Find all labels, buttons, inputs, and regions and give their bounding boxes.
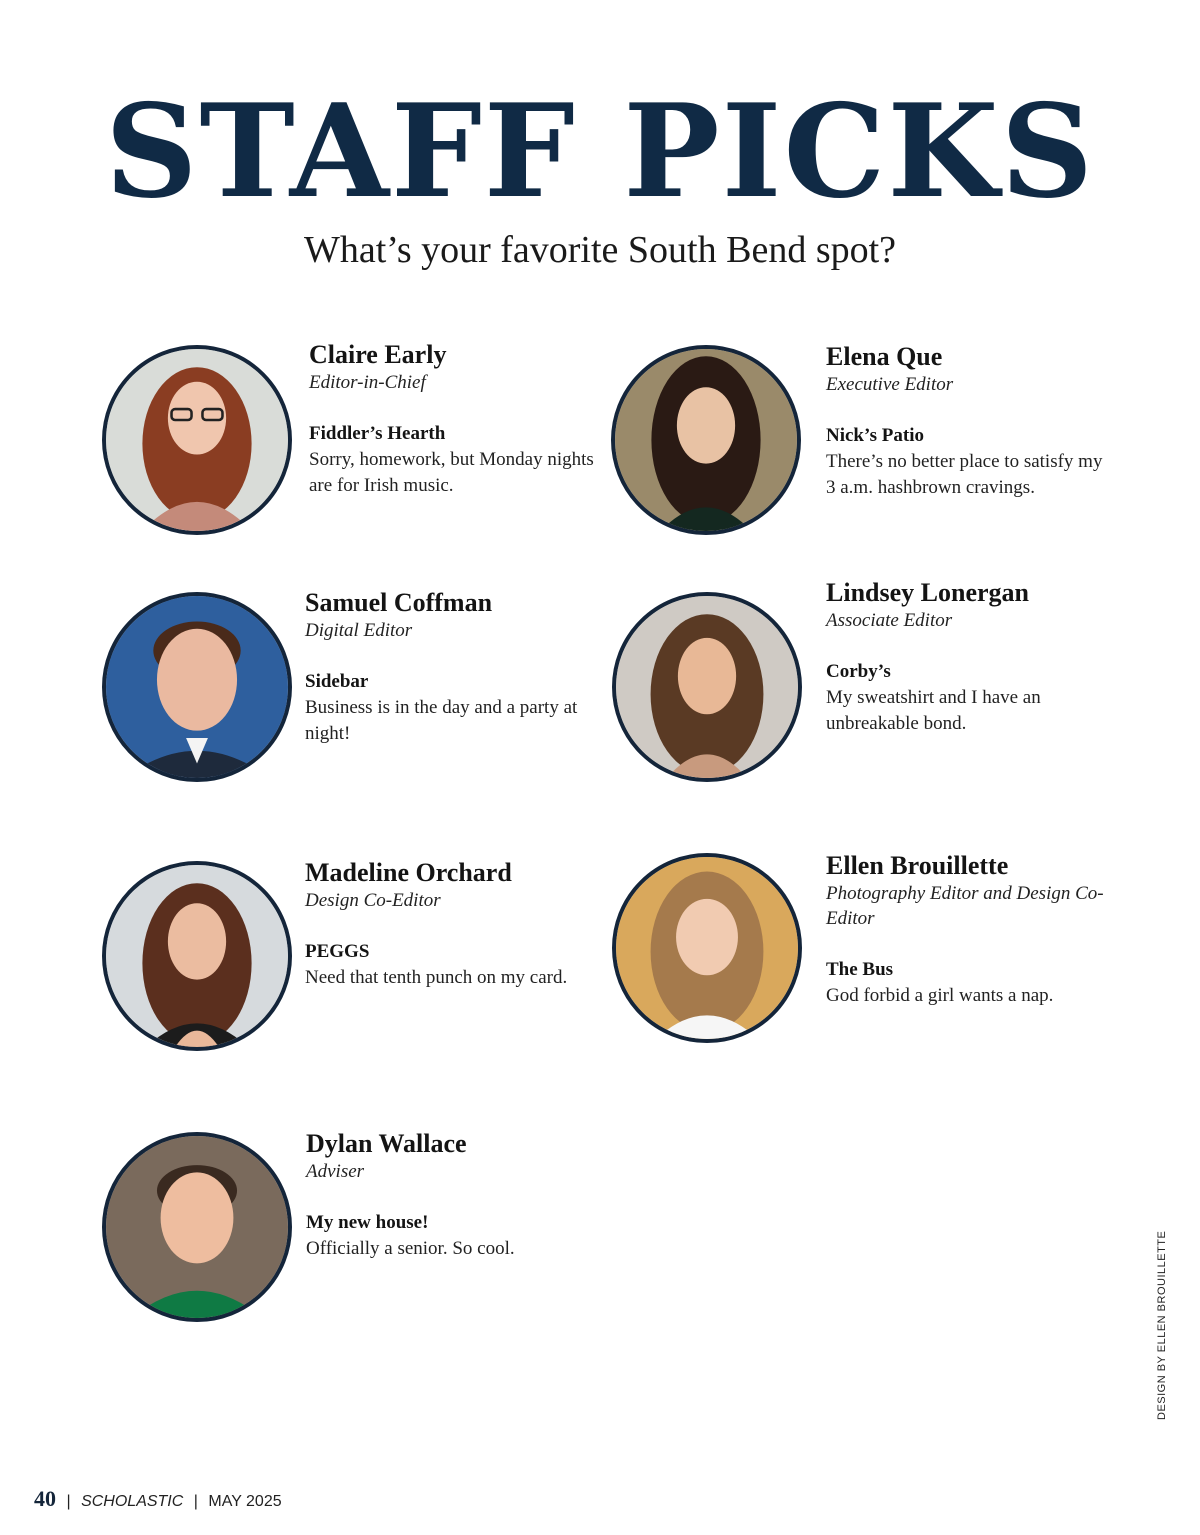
staff-reason: Sorry, homework, but Monday nights are for Irish music. xyxy=(309,449,594,496)
staff-spot: PEGGS xyxy=(305,941,370,962)
staff-name: Elena Que xyxy=(826,342,943,371)
staff-entry xyxy=(305,588,595,747)
staff-entry xyxy=(309,340,599,499)
staff-entry xyxy=(826,578,1116,737)
staff-photo xyxy=(612,853,802,1043)
staff-reason: Business is in the day and a party at night! xyxy=(305,697,578,744)
staff-role: Design Co-Editor xyxy=(305,890,441,911)
staff-photo xyxy=(102,1132,292,1322)
footer-divider: | xyxy=(193,1493,198,1510)
staff-role: Photography Editor and Design Co-Editor xyxy=(826,883,1104,929)
staff-role: Adviser xyxy=(306,1161,365,1182)
staff-role: Associate Editor xyxy=(826,610,953,631)
staff-reason: My sweatshirt and I have an unbreakable bond. xyxy=(826,687,1041,734)
staff-name: Dylan Wallace xyxy=(306,1129,467,1158)
staff-role: Executive Editor xyxy=(826,374,954,395)
staff-photo xyxy=(612,592,802,782)
page-number: 40 xyxy=(34,1486,56,1511)
staff-reason: God forbid a girl wants a nap. xyxy=(826,985,1054,1006)
page-subtitle: What’s your favorite South Bend spot? xyxy=(303,229,897,271)
staff-photo xyxy=(102,861,292,1051)
publication-name: SCHOLASTIC xyxy=(81,1493,184,1510)
staff-spot: Fiddler’s Hearth xyxy=(309,423,446,444)
staff-reason: Officially a senior. So cool. xyxy=(306,1238,515,1259)
staff-spot: Sidebar xyxy=(305,671,369,692)
staff-name: Ellen Brouillette xyxy=(826,851,1009,880)
staff-name: Lindsey Lonergan xyxy=(826,578,1029,607)
design-credit: DESIGN BY ELLEN BROUILLETTE xyxy=(1156,1230,1168,1420)
staff-entry xyxy=(305,858,595,991)
staff-spot: The Bus xyxy=(826,959,894,980)
staff-reason: There’s no better place to satisfy my 3 a.m. hashbrown cravings. xyxy=(826,451,1103,498)
staff-entry xyxy=(826,342,1116,501)
staff-photo xyxy=(102,592,292,782)
staff-entry xyxy=(826,851,1116,1009)
page-footer xyxy=(34,1486,282,1512)
staff-spot: Corby’s xyxy=(826,661,891,682)
issue-date: MAY 2025 xyxy=(208,1493,282,1510)
staff-name: Claire Early xyxy=(309,340,447,369)
staff-role: Editor-in-Chief xyxy=(309,372,426,393)
staff-name: Madeline Orchard xyxy=(305,858,512,887)
staff-role: Digital Editor xyxy=(305,620,413,641)
staff-reason: Need that tenth punch on my card. xyxy=(305,967,568,988)
staff-spot: My new house! xyxy=(306,1212,429,1233)
staff-entry xyxy=(306,1129,596,1262)
footer-divider: | xyxy=(66,1493,71,1510)
staff-name: Samuel Coffman xyxy=(305,588,493,617)
staff-photo xyxy=(611,345,801,535)
staff-spot: Nick’s Patio xyxy=(826,425,924,446)
staff-photo xyxy=(102,345,292,535)
page-title: STAFF PICKS xyxy=(105,77,1095,227)
